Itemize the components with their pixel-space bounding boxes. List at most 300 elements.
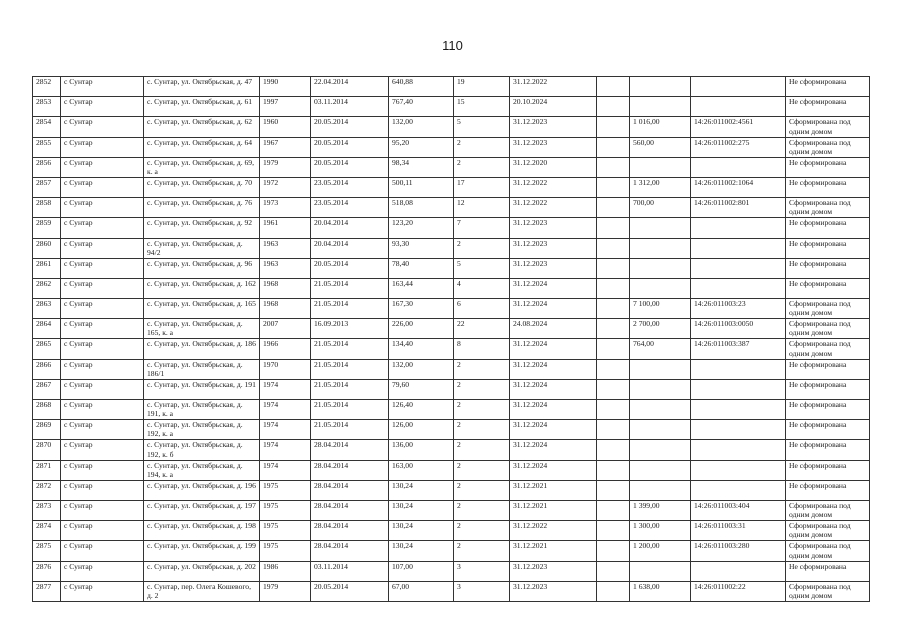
settlement-cell: с Сунтар [61, 581, 144, 601]
deadline-cell: 31.12.2024 [510, 379, 597, 399]
row-number-cell: 2877 [33, 581, 61, 601]
residents-cell: 2 [454, 480, 510, 500]
table-row [33, 238, 870, 258]
area-cell: 500,11 [389, 177, 454, 197]
address-cell: с. Сунтар, ул. Октябрьская, д. 61 [144, 97, 260, 117]
residents-cell: 2 [454, 157, 510, 177]
settlement-cell: с Сунтар [61, 97, 144, 117]
settlement-cell: с Сунтар [61, 480, 144, 500]
row-number-cell: 2858 [33, 198, 61, 218]
build-year-cell: 1979 [260, 157, 311, 177]
build-year-cell: 1986 [260, 561, 311, 581]
row-number-cell: 2872 [33, 480, 61, 500]
land-area-cell: 1 399,00 [630, 500, 691, 520]
address-cell: с. Сунтар, ул. Октябрьская, д. 186/1 [144, 359, 260, 379]
build-year-cell: 1974 [260, 379, 311, 399]
deadline-cell: 31.12.2024 [510, 440, 597, 460]
build-year-cell: 1997 [260, 97, 311, 117]
table-row [33, 561, 870, 581]
land-status-cell: Сформирована под одним домом [786, 319, 870, 339]
survey-date-cell: 21.05.2014 [311, 299, 389, 319]
table-row [33, 359, 870, 379]
table-row [33, 157, 870, 177]
deadline-cell: 31.12.2023 [510, 137, 597, 157]
survey-date-cell: 20.05.2014 [311, 258, 389, 278]
cadastral-number-cell: 14:26:011003:280 [691, 541, 786, 561]
land-area-cell: 1 016,00 [630, 117, 691, 137]
table-row [33, 198, 870, 218]
deadline-cell: 31.12.2024 [510, 460, 597, 480]
cadastral-number-cell: 14:26:011002:801 [691, 198, 786, 218]
row-number-cell: 2856 [33, 157, 61, 177]
residents-cell: 4 [454, 278, 510, 298]
land-status-cell: Сформирована под одним домом [786, 500, 870, 520]
land-area-cell [630, 400, 691, 420]
blank-cell [597, 299, 630, 319]
land-area-cell [630, 157, 691, 177]
residents-cell: 5 [454, 117, 510, 137]
survey-date-cell: 28.04.2014 [311, 500, 389, 520]
deadline-cell: 31.12.2024 [510, 278, 597, 298]
area-cell: 107,00 [389, 561, 454, 581]
cadastral-number-cell: 14:26:011003:23 [691, 299, 786, 319]
address-cell: с. Сунтар, пер. Олега Кошевого, д. 2 [144, 581, 260, 601]
address-cell: с. Сунтар, ул. Октябрьская, д. 194, к. а [144, 460, 260, 480]
land-area-cell [630, 359, 691, 379]
deadline-cell: 31.12.2023 [510, 117, 597, 137]
land-status-cell: Сформирована под одним домом [786, 198, 870, 218]
cadastral-number-cell [691, 97, 786, 117]
blank-cell [597, 581, 630, 601]
survey-date-cell: 20.05.2014 [311, 137, 389, 157]
cadastral-number-cell [691, 460, 786, 480]
address-cell: с. Сунтар, ул. Октябрьская, д. 76 [144, 198, 260, 218]
land-status-cell: Не сформирована [786, 460, 870, 480]
residents-cell: 8 [454, 339, 510, 359]
settlement-cell: с Сунтар [61, 319, 144, 339]
survey-date-cell: 23.05.2014 [311, 198, 389, 218]
land-status-cell: Сформирована под одним домом [786, 299, 870, 319]
land-status-cell: Сформирована под одним домом [786, 137, 870, 157]
blank-cell [597, 278, 630, 298]
deadline-cell: 20.10.2024 [510, 97, 597, 117]
settlement-cell: с Сунтар [61, 541, 144, 561]
row-number-cell: 2866 [33, 359, 61, 379]
table-row [33, 218, 870, 238]
row-number-cell: 2876 [33, 561, 61, 581]
area-cell: 518,08 [389, 198, 454, 218]
deadline-cell: 31.12.2022 [510, 521, 597, 541]
cadastral-number-cell [691, 238, 786, 258]
settlement-cell: с Сунтар [61, 77, 144, 97]
cadastral-number-cell [691, 218, 786, 238]
survey-date-cell: 28.04.2014 [311, 440, 389, 460]
address-cell: с. Сунтар, ул. Октябрьская, д. 62 [144, 117, 260, 137]
address-cell: с. Сунтар, ул. Октябрьская, д. 70 [144, 177, 260, 197]
table-row [33, 319, 870, 339]
area-cell: 136,00 [389, 440, 454, 460]
area-cell: 226,00 [389, 319, 454, 339]
land-status-cell: Сформирована под одним домом [786, 541, 870, 561]
build-year-cell: 1967 [260, 137, 311, 157]
residents-cell: 2 [454, 137, 510, 157]
build-year-cell: 1960 [260, 117, 311, 137]
land-area-cell [630, 77, 691, 97]
survey-date-cell: 28.04.2014 [311, 521, 389, 541]
survey-date-cell: 21.05.2014 [311, 339, 389, 359]
build-year-cell: 1968 [260, 299, 311, 319]
cadastral-number-cell [691, 278, 786, 298]
table-row [33, 379, 870, 399]
blank-cell [597, 521, 630, 541]
deadline-cell: 31.12.2020 [510, 157, 597, 177]
residents-cell: 2 [454, 521, 510, 541]
land-area-cell [630, 218, 691, 238]
survey-date-cell: 20.05.2014 [311, 157, 389, 177]
cadastral-number-cell: 14:26:011003:0050 [691, 319, 786, 339]
address-cell: с. Сунтар, ул. Октябрьская, д. 198 [144, 521, 260, 541]
build-year-cell: 1975 [260, 500, 311, 520]
table-row [33, 581, 870, 601]
area-cell: 126,00 [389, 420, 454, 440]
survey-date-cell: 28.04.2014 [311, 460, 389, 480]
address-cell: с. Сунтар, ул. Октябрьская, д. 197 [144, 500, 260, 520]
address-cell: с. Сунтар, ул. Октябрьская, д. 192, к. б [144, 440, 260, 460]
table-row [33, 97, 870, 117]
area-cell: 640,88 [389, 77, 454, 97]
land-status-cell: Не сформирована [786, 379, 870, 399]
land-status-cell: Сформирована под одним домом [786, 117, 870, 137]
land-status-cell: Не сформирована [786, 238, 870, 258]
address-cell: с. Сунтар, ул. Октябрьская, д. 69, к. а [144, 157, 260, 177]
cadastral-number-cell [691, 77, 786, 97]
land-status-cell: Не сформирована [786, 359, 870, 379]
survey-date-cell: 21.05.2014 [311, 379, 389, 399]
table-row [33, 258, 870, 278]
blank-cell [597, 117, 630, 137]
settlement-cell: с Сунтар [61, 420, 144, 440]
cadastral-number-cell: 14:26:011002:4561 [691, 117, 786, 137]
land-area-cell [630, 278, 691, 298]
area-cell: 132,00 [389, 359, 454, 379]
blank-cell [597, 198, 630, 218]
land-status-cell: Не сформирована [786, 97, 870, 117]
settlement-cell: с Сунтар [61, 521, 144, 541]
row-number-cell: 2857 [33, 177, 61, 197]
land-area-cell [630, 440, 691, 460]
settlement-cell: с Сунтар [61, 218, 144, 238]
build-year-cell: 1963 [260, 258, 311, 278]
land-area-cell: 1 300,00 [630, 521, 691, 541]
survey-date-cell: 28.04.2014 [311, 480, 389, 500]
land-area-cell [630, 420, 691, 440]
address-cell: с. Сунтар, ул. Октябрьская, д. 96 [144, 258, 260, 278]
deadline-cell: 31.12.2023 [510, 218, 597, 238]
table-row [33, 117, 870, 137]
address-cell: с. Сунтар, ул. Октябрьская, д. 64 [144, 137, 260, 157]
build-year-cell: 1974 [260, 400, 311, 420]
area-cell: 130,24 [389, 541, 454, 561]
cadastral-number-cell: 14:26:011003:387 [691, 339, 786, 359]
table-row [33, 177, 870, 197]
build-year-cell: 1968 [260, 278, 311, 298]
residents-cell: 22 [454, 319, 510, 339]
address-cell: с. Сунтар, ул. Октябрьская, д. 165 [144, 299, 260, 319]
row-number-cell: 2869 [33, 420, 61, 440]
blank-cell [597, 379, 630, 399]
survey-date-cell: 22.04.2014 [311, 77, 389, 97]
address-cell: с. Сунтар, ул. Октябрьская, д. 165, к. а [144, 319, 260, 339]
deadline-cell: 31.12.2024 [510, 359, 597, 379]
row-number-cell: 2874 [33, 521, 61, 541]
blank-cell [597, 77, 630, 97]
cadastral-number-cell: 14:26:011003:404 [691, 500, 786, 520]
build-year-cell: 1979 [260, 581, 311, 601]
build-year-cell: 1961 [260, 218, 311, 238]
cadastral-number-cell: 14:26:011003:31 [691, 521, 786, 541]
blank-cell [597, 359, 630, 379]
residents-cell: 2 [454, 379, 510, 399]
row-number-cell: 2864 [33, 319, 61, 339]
row-number-cell: 2868 [33, 400, 61, 420]
land-area-cell: 7 100,00 [630, 299, 691, 319]
address-cell: с. Сунтар, ул. Октябрьская, д. 186 [144, 339, 260, 359]
residents-cell: 17 [454, 177, 510, 197]
settlement-cell: с Сунтар [61, 278, 144, 298]
blank-cell [597, 500, 630, 520]
residents-cell: 2 [454, 359, 510, 379]
residents-cell: 2 [454, 500, 510, 520]
cadastral-number-cell [691, 480, 786, 500]
land-status-cell: Не сформирована [786, 218, 870, 238]
area-cell: 130,24 [389, 521, 454, 541]
settlement-cell: с Сунтар [61, 440, 144, 460]
row-number-cell: 2867 [33, 379, 61, 399]
land-status-cell: Не сформирована [786, 258, 870, 278]
area-cell: 163,00 [389, 460, 454, 480]
table-row [33, 521, 870, 541]
land-status-cell: Не сформирована [786, 480, 870, 500]
deadline-cell: 31.12.2021 [510, 500, 597, 520]
land-status-cell: Сформирована под одним домом [786, 339, 870, 359]
survey-date-cell: 23.05.2014 [311, 177, 389, 197]
land-area-cell [630, 379, 691, 399]
settlement-cell: с Сунтар [61, 460, 144, 480]
blank-cell [597, 400, 630, 420]
survey-date-cell: 21.05.2014 [311, 400, 389, 420]
address-cell: с. Сунтар, ул. Октябрьская, д. 192, к. а [144, 420, 260, 440]
settlement-cell: с Сунтар [61, 500, 144, 520]
table-row [33, 278, 870, 298]
address-cell: с. Сунтар, ул. Октябрьская, д. 162 [144, 278, 260, 298]
blank-cell [597, 258, 630, 278]
settlement-cell: с Сунтар [61, 137, 144, 157]
residents-cell: 2 [454, 420, 510, 440]
cadastral-number-cell: 14:26:011002:1064 [691, 177, 786, 197]
address-cell: с. Сунтар, ул. Октябрьская, д. 47 [144, 77, 260, 97]
build-year-cell: 1975 [260, 541, 311, 561]
build-year-cell: 1975 [260, 521, 311, 541]
deadline-cell: 24.08.2024 [510, 319, 597, 339]
blank-cell [597, 339, 630, 359]
cadastral-number-cell [691, 379, 786, 399]
land-area-cell [630, 258, 691, 278]
table-row [33, 339, 870, 359]
build-year-cell: 1974 [260, 420, 311, 440]
area-cell: 163,44 [389, 278, 454, 298]
row-number-cell: 2860 [33, 238, 61, 258]
deadline-cell: 31.12.2023 [510, 258, 597, 278]
row-number-cell: 2855 [33, 137, 61, 157]
area-cell: 93,30 [389, 238, 454, 258]
blank-cell [597, 218, 630, 238]
survey-date-cell: 21.05.2014 [311, 420, 389, 440]
row-number-cell: 2870 [33, 440, 61, 460]
cadastral-number-cell [691, 440, 786, 460]
area-cell: 78,40 [389, 258, 454, 278]
residents-cell: 12 [454, 198, 510, 218]
table-row [33, 440, 870, 460]
row-number-cell: 2873 [33, 500, 61, 520]
survey-date-cell: 03.11.2014 [311, 97, 389, 117]
page-number: 110 [442, 38, 463, 53]
residents-cell: 19 [454, 77, 510, 97]
land-area-cell: 560,00 [630, 137, 691, 157]
settlement-cell: с Сунтар [61, 379, 144, 399]
deadline-cell: 31.12.2021 [510, 541, 597, 561]
blank-cell [597, 480, 630, 500]
blank-cell [597, 440, 630, 460]
housing-register-table [32, 76, 870, 602]
settlement-cell: с Сунтар [61, 400, 144, 420]
table-row [33, 77, 870, 97]
land-status-cell: Не сформирована [786, 561, 870, 581]
area-cell: 98,34 [389, 157, 454, 177]
address-cell: с. Сунтар, ул. Октябрьская, д. 191 [144, 379, 260, 399]
cadastral-number-cell [691, 258, 786, 278]
blank-cell [597, 420, 630, 440]
land-status-cell: Не сформирована [786, 400, 870, 420]
survey-date-cell: 16.09.2013 [311, 319, 389, 339]
land-status-cell: Не сформирована [786, 278, 870, 298]
build-year-cell: 1972 [260, 177, 311, 197]
settlement-cell: с Сунтар [61, 177, 144, 197]
residents-cell: 3 [454, 561, 510, 581]
residents-cell: 6 [454, 299, 510, 319]
land-area-cell [630, 460, 691, 480]
area-cell: 130,24 [389, 500, 454, 520]
land-area-cell [630, 238, 691, 258]
settlement-cell: с Сунтар [61, 238, 144, 258]
table-row [33, 541, 870, 561]
area-cell: 130,24 [389, 480, 454, 500]
area-cell: 167,30 [389, 299, 454, 319]
deadline-cell: 31.12.2022 [510, 177, 597, 197]
deadline-cell: 31.12.2024 [510, 420, 597, 440]
land-status-cell: Сформирована под одним домом [786, 521, 870, 541]
table-row [33, 500, 870, 520]
settlement-cell: с Сунтар [61, 117, 144, 137]
land-status-cell: Не сформирована [786, 440, 870, 460]
land-area-cell [630, 480, 691, 500]
row-number-cell: 2863 [33, 299, 61, 319]
residents-cell: 5 [454, 258, 510, 278]
area-cell: 767,40 [389, 97, 454, 117]
cadastral-number-cell [691, 359, 786, 379]
area-cell: 126,40 [389, 400, 454, 420]
deadline-cell: 31.12.2024 [510, 299, 597, 319]
build-year-cell: 2007 [260, 319, 311, 339]
deadline-cell: 31.12.2024 [510, 400, 597, 420]
cadastral-number-cell [691, 561, 786, 581]
row-number-cell: 2854 [33, 117, 61, 137]
blank-cell [597, 137, 630, 157]
residents-cell: 2 [454, 460, 510, 480]
blank-cell [597, 157, 630, 177]
blank-cell [597, 319, 630, 339]
area-cell: 95,20 [389, 137, 454, 157]
settlement-cell: с Сунтар [61, 561, 144, 581]
address-cell: с. Сунтар, ул. Октябрьская, д. 92 [144, 218, 260, 238]
settlement-cell: с Сунтар [61, 359, 144, 379]
build-year-cell: 1973 [260, 198, 311, 218]
table-row [33, 137, 870, 157]
row-number-cell: 2853 [33, 97, 61, 117]
land-status-cell: Сформирована под одним домом [786, 581, 870, 601]
row-number-cell: 2859 [33, 218, 61, 238]
deadline-cell: 31.12.2022 [510, 198, 597, 218]
land-area-cell [630, 97, 691, 117]
area-cell: 67,00 [389, 581, 454, 601]
survey-date-cell: 03.11.2014 [311, 561, 389, 581]
blank-cell [597, 561, 630, 581]
residents-cell: 2 [454, 440, 510, 460]
land-area-cell: 1 312,00 [630, 177, 691, 197]
row-number-cell: 2861 [33, 258, 61, 278]
table-row [33, 299, 870, 319]
area-cell: 123,20 [389, 218, 454, 238]
address-cell: с. Сунтар, ул. Октябрьская, д. 191, к. а [144, 400, 260, 420]
table-row [33, 420, 870, 440]
blank-cell [597, 460, 630, 480]
settlement-cell: с Сунтар [61, 258, 144, 278]
table-row [33, 480, 870, 500]
row-number-cell: 2865 [33, 339, 61, 359]
table-row [33, 400, 870, 420]
blank-cell [597, 238, 630, 258]
land-status-cell: Не сформирована [786, 77, 870, 97]
deadline-cell: 31.12.2023 [510, 561, 597, 581]
row-number-cell: 2852 [33, 77, 61, 97]
land-area-cell: 1 638,00 [630, 581, 691, 601]
build-year-cell: 1966 [260, 339, 311, 359]
area-cell: 79,60 [389, 379, 454, 399]
deadline-cell: 31.12.2021 [510, 480, 597, 500]
blank-cell [597, 97, 630, 117]
survey-date-cell: 20.04.2014 [311, 218, 389, 238]
build-year-cell: 1990 [260, 77, 311, 97]
land-area-cell [630, 561, 691, 581]
cadastral-number-cell [691, 420, 786, 440]
land-area-cell: 764,00 [630, 339, 691, 359]
address-cell: с. Сунтар, ул. Октябрьская, д. 202 [144, 561, 260, 581]
settlement-cell: с Сунтар [61, 157, 144, 177]
residents-cell: 2 [454, 541, 510, 561]
deadline-cell: 31.12.2022 [510, 77, 597, 97]
residents-cell: 2 [454, 238, 510, 258]
table-row [33, 460, 870, 480]
land-area-cell: 1 200,00 [630, 541, 691, 561]
